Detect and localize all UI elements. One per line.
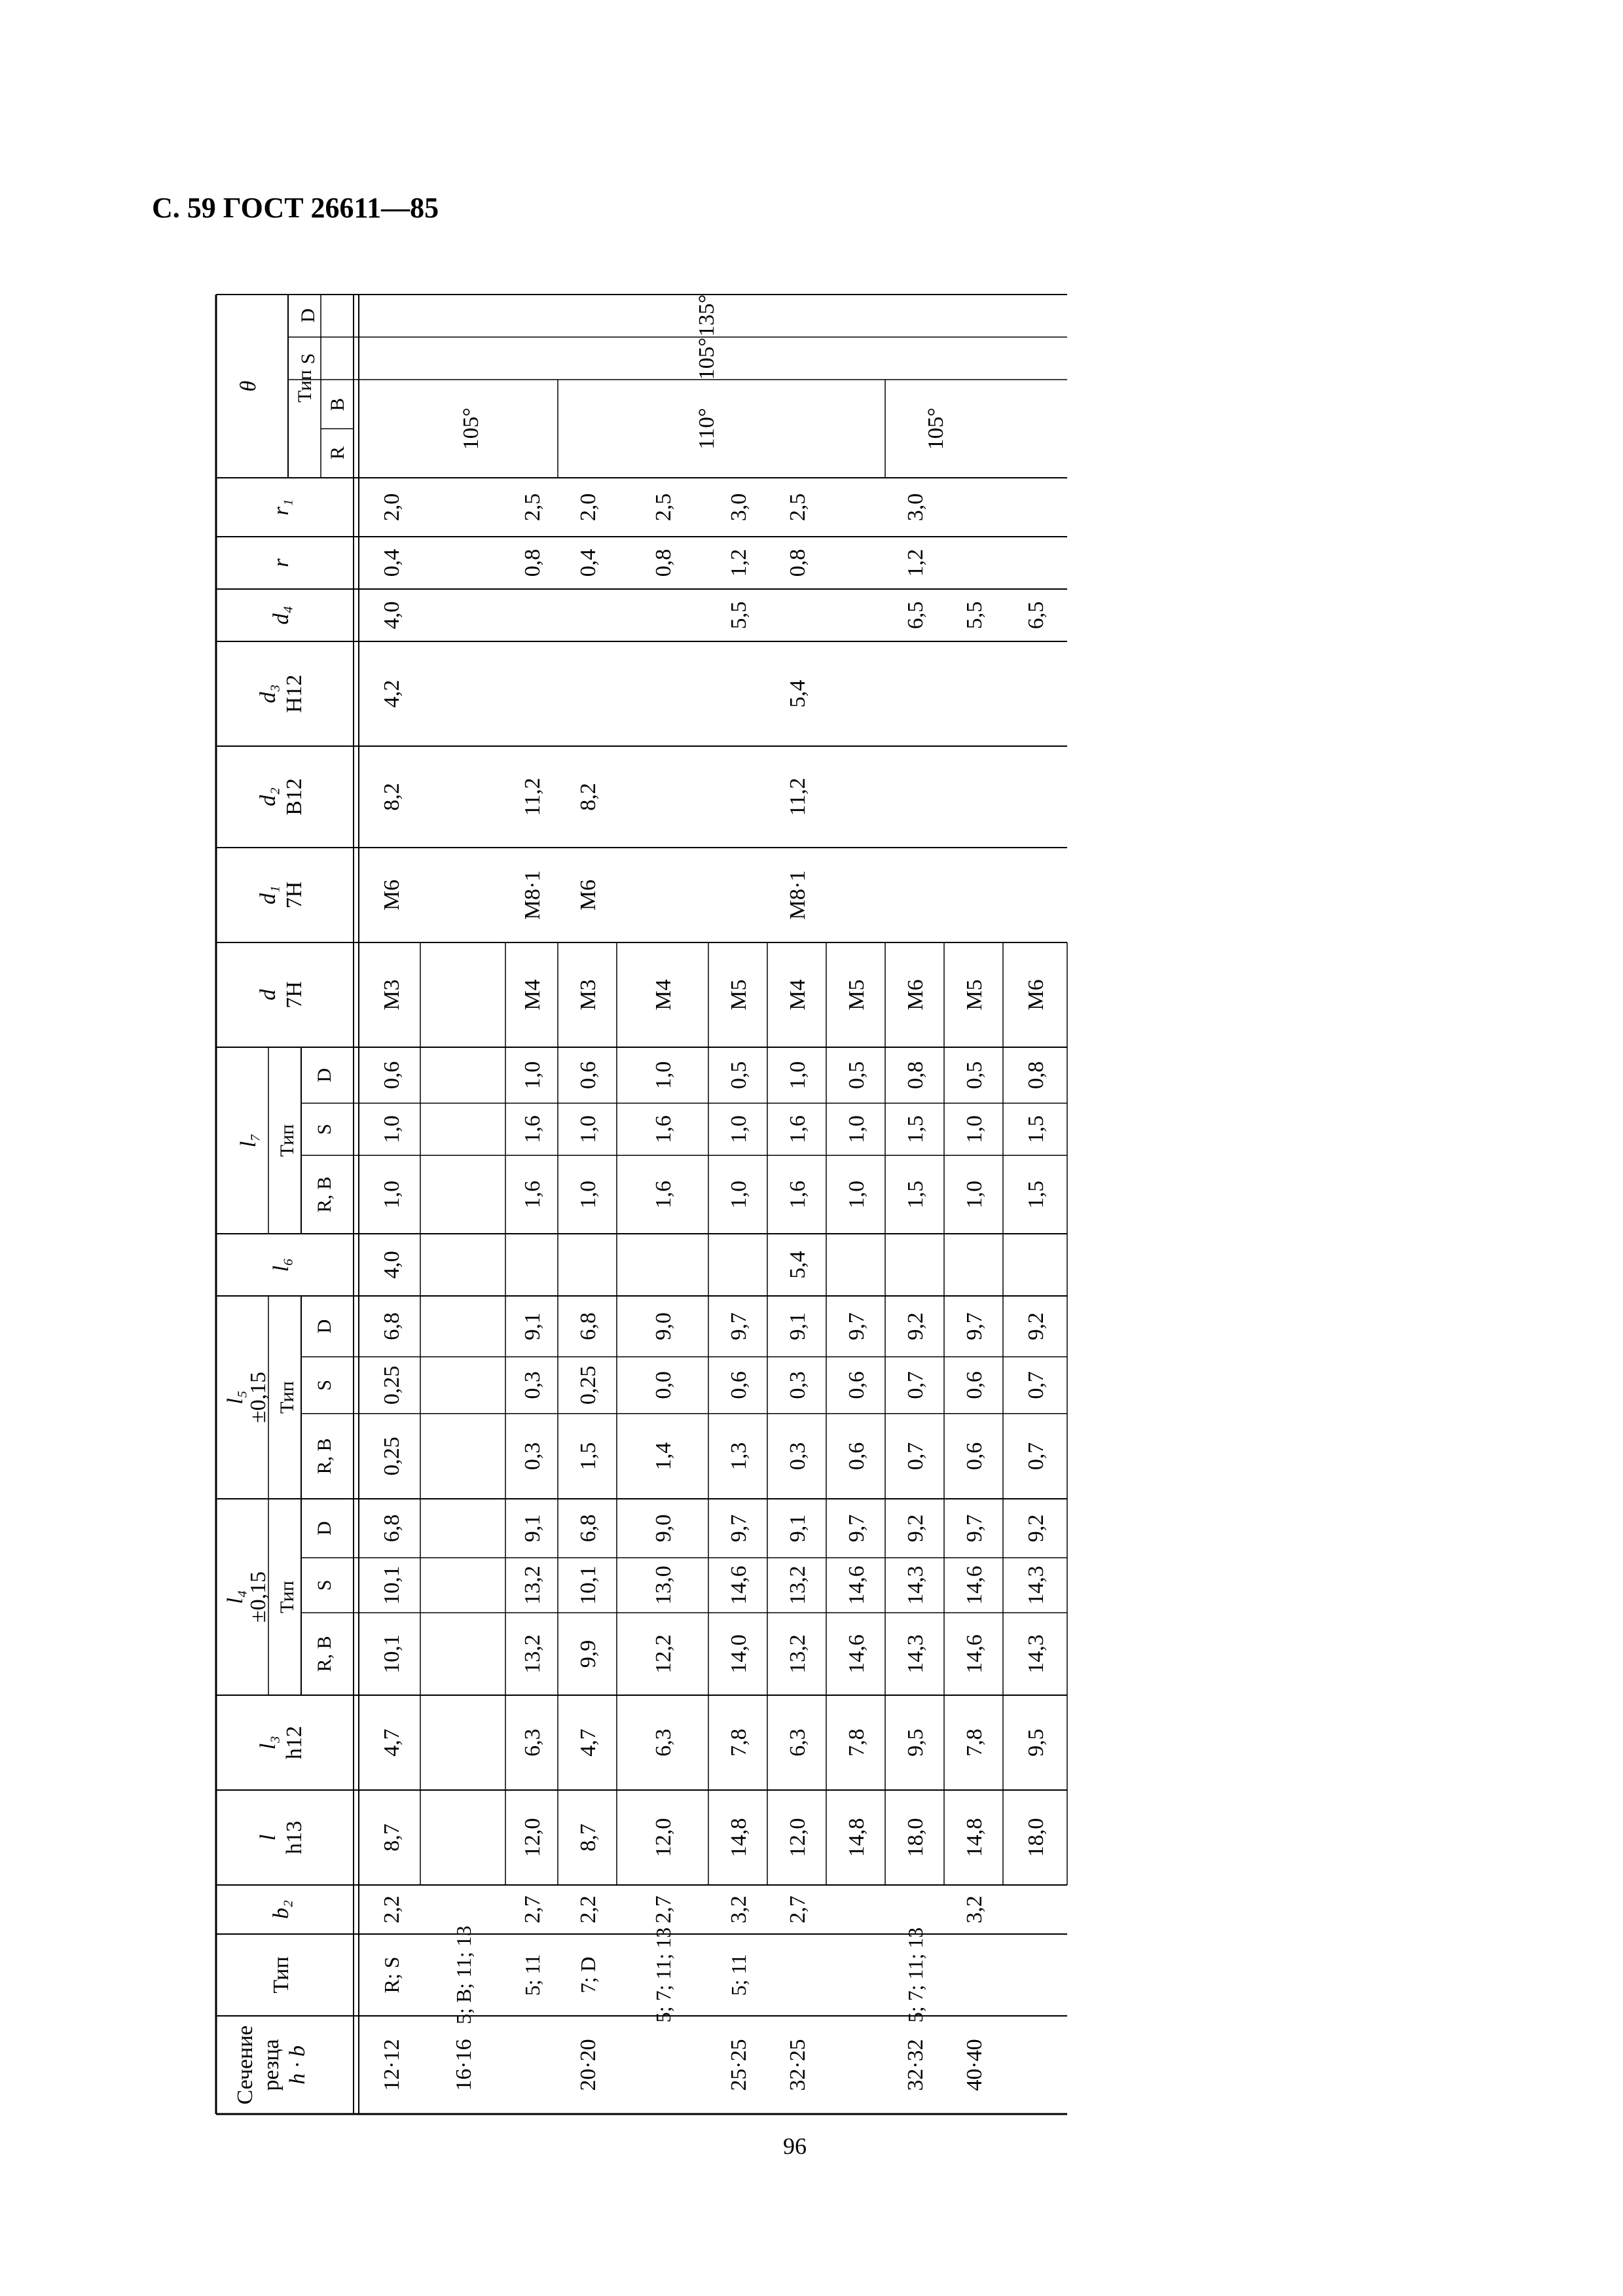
cell-l5-s: 0,6 — [962, 1371, 987, 1399]
l4-tip-label: Тип — [276, 1581, 298, 1613]
cell-l7-rb: 1,5 — [903, 1180, 928, 1209]
cell-d: M5 — [962, 979, 987, 1011]
cell-r1: 2,5 — [520, 493, 545, 522]
cell-l5-rb: 0,7 — [1024, 1442, 1048, 1471]
l5-tip-label: Тип — [276, 1381, 298, 1414]
col-header-l6: l₆ — [269, 1257, 293, 1272]
cell-l4-rb: 14,6 — [962, 1634, 987, 1674]
col-header-section: резца — [259, 2039, 283, 2091]
cell-r1: 2,5 — [786, 493, 810, 522]
cell-l7-s: 1,0 — [380, 1115, 404, 1143]
theta-sub-d: D — [297, 308, 319, 323]
cell-l7-d: 1,0 — [520, 1061, 545, 1089]
cell-l4-s: 14,3 — [1024, 1566, 1048, 1605]
cell-l4-d: 9,7 — [727, 1514, 751, 1543]
cell-b2: 2,2 — [380, 1895, 404, 1924]
cell-r: 1,2 — [727, 548, 751, 577]
cell-l7-d: 0,5 — [845, 1061, 869, 1089]
cell-l4-rb: 14,3 — [1024, 1634, 1048, 1674]
cell-d2: 8,2 — [380, 783, 404, 811]
col-header-d: 7H — [282, 981, 306, 1009]
cell-type: 5; B; 11; 13 — [452, 1926, 475, 2024]
cell-l7-s: 1,5 — [903, 1115, 928, 1143]
col-header-l: h13 — [282, 1821, 306, 1854]
cell-r: 0,4 — [380, 548, 404, 577]
cell-l: 8,7 — [576, 1823, 600, 1852]
cell-d: M3 — [380, 979, 404, 1011]
l7-sub-s: S — [314, 1124, 335, 1135]
cell-l3: 6,3 — [520, 1729, 545, 1757]
col-header-d1: d₁ — [256, 886, 280, 905]
cell-l5-d: 9,2 — [903, 1312, 928, 1340]
cell-l3: 4,7 — [380, 1729, 404, 1757]
col-header-d3: H12 — [282, 674, 306, 713]
cell-type: 5; 7; 11; 13 — [903, 1927, 927, 2023]
cell-r: 0,4 — [576, 548, 600, 577]
cell-l: 14,8 — [962, 1818, 987, 1857]
cell-l: 14,8 — [845, 1818, 869, 1857]
cell-l: 14,8 — [727, 1818, 751, 1857]
cell-b2: 2,2 — [576, 1895, 600, 1924]
cell-l6: 4,0 — [380, 1251, 404, 1279]
cell-d4: 6,5 — [903, 601, 928, 630]
l7-sub-d: D — [314, 1067, 335, 1083]
cell-d1: M6 — [380, 879, 404, 911]
theta-group3: 105° — [924, 407, 948, 450]
cell-d4: 6,5 — [1024, 601, 1048, 630]
cell-l7-s: 1,0 — [576, 1115, 600, 1143]
l7-sub-rb: R, B — [314, 1176, 335, 1213]
cell-section: 12·12 — [380, 2039, 404, 2091]
cell-l5-s: 0,3 — [786, 1371, 810, 1399]
col-header-l5: l₅ — [223, 1390, 247, 1405]
cell-section: 20·20 — [576, 2039, 600, 2091]
cell-l7-rb: 1,0 — [727, 1180, 751, 1209]
cell-d: M5 — [845, 979, 869, 1011]
col-header-l3: h12 — [282, 1726, 306, 1759]
cell-l7-s: 1,6 — [520, 1115, 545, 1143]
col-header-d3: d₃ — [256, 684, 280, 704]
cell-l7-d: 0,8 — [903, 1061, 928, 1089]
cell-l: 12,0 — [786, 1818, 810, 1857]
cell-l5-s: 0,7 — [1024, 1371, 1048, 1399]
col-header-l7: l₇ — [236, 1133, 261, 1148]
cell-l7-s: 1,0 — [727, 1115, 751, 1143]
cell-l5-rb: 0,3 — [520, 1442, 545, 1471]
cell-b2: 2,7 — [651, 1895, 676, 1924]
cell-type: R; S — [380, 1956, 403, 1994]
cell-l5-rb: 1,3 — [727, 1442, 751, 1471]
cell-l7-d: 0,6 — [380, 1061, 404, 1089]
col-header-theta-tip: Тип — [294, 370, 316, 403]
cell-l4-s: 14,6 — [845, 1566, 869, 1605]
theta-sub-r: R — [327, 446, 348, 460]
col-header-section: Сечение — [233, 2025, 257, 2105]
cell-l5-s: 0,7 — [903, 1371, 928, 1399]
cell-l4-s: 14,6 — [727, 1566, 751, 1605]
cell-d1: M6 — [576, 879, 600, 911]
cell-l5-rb: 1,4 — [651, 1442, 676, 1471]
cell-l7-s: 1,0 — [845, 1115, 869, 1143]
col-header-b2: b₂ — [269, 1900, 293, 1919]
col-header-r1: r₁ — [269, 499, 293, 516]
cell-l3: 9,5 — [1024, 1729, 1048, 1757]
cell-l7-d: 0,8 — [1024, 1061, 1048, 1089]
col-header-r: r — [269, 558, 293, 567]
cell-l4-rb: 9,9 — [576, 1640, 600, 1668]
cell-d: M6 — [1024, 979, 1048, 1011]
cell-type: 5; 11 — [727, 1954, 750, 1996]
cell-d2: 11,2 — [520, 778, 545, 816]
cell-l7-rb: 1,0 — [845, 1180, 869, 1209]
cell-type: 5; 7; 11; 13 — [651, 1927, 675, 2023]
cell-l5-rb: 0,3 — [786, 1442, 810, 1471]
cell-l5-s: 0,6 — [727, 1371, 751, 1399]
cell-l4-s: 10,1 — [380, 1566, 404, 1605]
cell-d: M3 — [576, 979, 600, 1011]
theta-group1: 105° — [459, 407, 483, 450]
cell-l5-s: 0,0 — [651, 1371, 676, 1399]
cell-l5-rb: 0,6 — [962, 1442, 987, 1471]
cell-l7-d: 0,5 — [962, 1061, 987, 1089]
l5-sub-s: S — [314, 1380, 335, 1391]
cell-l4-s: 13,0 — [651, 1566, 676, 1605]
cell-r: 0,8 — [651, 548, 676, 577]
cell-type: 7; D — [576, 1956, 600, 1994]
cell-l5-d: 9,1 — [786, 1312, 810, 1340]
cell-l5-s: 0,25 — [576, 1365, 600, 1405]
cell-l5-rb: 0,6 — [845, 1442, 869, 1471]
cell-section: 25·25 — [727, 2039, 751, 2091]
cell-b2: 2,7 — [786, 1895, 810, 1924]
cell-l5-s: 0,3 — [520, 1371, 545, 1399]
cell-l4-d: 9,2 — [903, 1514, 928, 1543]
cell-l5-rb: 0,25 — [380, 1437, 404, 1476]
cell-d: M4 — [520, 979, 545, 1011]
cell-l7-d: 1,0 — [786, 1061, 810, 1089]
col-header-d: d — [256, 989, 280, 1001]
cell-l3: 6,3 — [786, 1729, 810, 1757]
l5-sub-rb: R, B — [314, 1438, 335, 1475]
cell-l: 12,0 — [651, 1818, 676, 1857]
col-header-type: Тип — [269, 1956, 293, 1994]
col-header-l: l — [256, 1834, 280, 1841]
cell-r: 0,8 — [786, 548, 810, 577]
cell-r1: 2,0 — [576, 493, 600, 522]
cell-l7-rb: 1,0 — [380, 1180, 404, 1209]
cell-d2: 11,2 — [786, 778, 810, 816]
cell-l7-rb: 1,0 — [962, 1180, 987, 1209]
cell-b2: 3,2 — [727, 1895, 751, 1924]
cell-d3: 5,4 — [786, 679, 810, 708]
cell-d3: 4,2 — [380, 679, 404, 708]
cell-r1: 2,5 — [651, 493, 676, 522]
cell-l5-rb: 1,5 — [576, 1442, 600, 1471]
cell-l: 12,0 — [520, 1818, 545, 1857]
col-header-l4: l₄ — [223, 1590, 247, 1604]
l4-sub-rb: R, B — [314, 1636, 335, 1672]
cell-l7-rb: 1,5 — [1024, 1180, 1048, 1209]
cell-type: 5; 11 — [520, 1954, 544, 1996]
cell-l5-s: 0,6 — [845, 1371, 869, 1399]
cell-b2: 3,2 — [962, 1895, 987, 1924]
cell-l5-d: 9,7 — [727, 1312, 751, 1340]
cell-l4-d: 6,8 — [576, 1514, 600, 1543]
col-header-d2: d₂ — [256, 787, 280, 806]
theta-s: 105° — [695, 337, 719, 380]
cell-l7-rb: 1,6 — [786, 1180, 810, 1209]
theta-sub-s: S — [297, 353, 319, 365]
cell-l4-rb: 14,0 — [727, 1634, 751, 1674]
cell-l4-rb: 10,1 — [380, 1634, 404, 1674]
cell-l3: 7,8 — [962, 1729, 987, 1757]
cell-l4-s: 13,2 — [786, 1566, 810, 1605]
cell-d4: 5,5 — [962, 601, 987, 630]
cell-l4-s: 14,3 — [903, 1566, 928, 1605]
cell-l4-d: 6,8 — [380, 1514, 404, 1543]
page-number: 96 — [783, 2133, 807, 2159]
cell-l5-d: 9,0 — [651, 1312, 676, 1340]
cell-l4-s: 13,2 — [520, 1566, 545, 1605]
col-header-section: h · b — [285, 2045, 310, 2085]
cell-l4-rb: 13,2 — [520, 1634, 545, 1674]
cell-l4-rb: 13,2 — [786, 1634, 810, 1674]
cell-l7-d: 0,5 — [727, 1061, 751, 1089]
cell-l5-rb: 0,7 — [903, 1442, 928, 1471]
cell-l6: 5,4 — [786, 1251, 810, 1279]
theta-d: 135° — [695, 294, 719, 337]
cell-l: 18,0 — [903, 1818, 928, 1857]
col-header-d4: d₄ — [269, 605, 293, 625]
cell-r: 1,2 — [903, 548, 928, 577]
cell-l5-d: 6,8 — [576, 1312, 600, 1340]
cell-b2: 2,7 — [520, 1895, 545, 1924]
cell-l4-d: 9,7 — [845, 1514, 869, 1543]
cell-r1: 2,0 — [380, 493, 404, 522]
cell-l3: 9,5 — [903, 1729, 928, 1757]
col-header-l3: l₃ — [256, 1735, 280, 1750]
cell-l3: 6,3 — [651, 1729, 676, 1757]
cell-l4-d: 9,1 — [786, 1514, 810, 1543]
col-header-d2: B12 — [282, 778, 306, 816]
cell-l4-rb: 14,3 — [903, 1634, 928, 1674]
cell-l5-d: 9,1 — [520, 1312, 545, 1340]
l4-sub-d: D — [314, 1521, 335, 1535]
cell-section: 16·16 — [452, 2039, 476, 2091]
l5-sub-d: D — [314, 1319, 335, 1334]
cell-l5-d: 9,7 — [845, 1312, 869, 1340]
cell-d: M4 — [786, 979, 810, 1011]
cell-l7-rb: 1,6 — [651, 1180, 676, 1209]
cell-r: 0,8 — [520, 548, 545, 577]
cell-d: M6 — [903, 979, 928, 1011]
cell-l7-d: 1,0 — [651, 1061, 676, 1089]
cell-d1: M8·1 — [786, 870, 810, 920]
cell-l7-s: 1,6 — [786, 1115, 810, 1143]
col-header-theta: θ — [236, 380, 261, 392]
col-header-l5: ±0,15 — [246, 1371, 270, 1424]
cell-section: 40·40 — [962, 2039, 987, 2091]
cell-section: 32·25 — [786, 2039, 810, 2091]
l7-tip-label: Тип — [276, 1124, 298, 1157]
l4-sub-s: S — [314, 1579, 335, 1591]
cell-l: 8,7 — [380, 1823, 404, 1852]
cell-l4-s: 10,1 — [576, 1566, 600, 1605]
cell-l7-s: 1,0 — [962, 1115, 987, 1143]
col-header-l4: ±0,15 — [246, 1571, 270, 1623]
cell-l5-s: 0,25 — [380, 1365, 404, 1405]
cell-d1: M8·1 — [520, 870, 545, 920]
cell-l5-d: 9,2 — [1024, 1312, 1048, 1340]
cell-l7-s: 1,6 — [651, 1115, 676, 1143]
theta-sub-b: B — [327, 397, 348, 412]
cell-l4-s: 14,6 — [962, 1566, 987, 1605]
cell-l4-d: 9,1 — [520, 1514, 545, 1543]
cell-d4: 4,0 — [380, 601, 404, 630]
page-header: С. 59 ГОСТ 26611—85 — [152, 192, 439, 224]
cell-l3: 4,7 — [576, 1729, 600, 1757]
cell-r1: 3,0 — [727, 493, 751, 522]
cell-l3: 7,8 — [845, 1729, 869, 1757]
cell-l5-d: 9,7 — [962, 1312, 987, 1340]
cell-l4-d: 9,0 — [651, 1514, 676, 1543]
theta-group2: 110° — [695, 408, 719, 450]
col-header-d1: 7H — [282, 881, 306, 909]
cell-l: 18,0 — [1024, 1818, 1048, 1857]
cell-l7-s: 1,5 — [1024, 1115, 1048, 1143]
cell-l4-rb: 14,6 — [845, 1634, 869, 1674]
cell-l4-d: 9,7 — [962, 1514, 987, 1543]
cell-l4-d: 9,2 — [1024, 1514, 1048, 1543]
cell-l5-d: 6,8 — [380, 1312, 404, 1340]
cell-d: M4 — [651, 979, 676, 1011]
cell-d: M5 — [727, 979, 751, 1011]
cell-d4: 5,5 — [727, 601, 751, 630]
cell-l4-rb: 12,2 — [651, 1634, 676, 1674]
cell-l7-rb: 1,0 — [576, 1180, 600, 1209]
cell-l7-rb: 1,6 — [520, 1180, 545, 1209]
cell-d2: 8,2 — [576, 783, 600, 811]
cell-l7-d: 0,6 — [576, 1061, 600, 1089]
cell-r1: 3,0 — [903, 493, 928, 522]
cell-section: 32·32 — [903, 2039, 928, 2091]
cell-l3: 7,8 — [727, 1729, 751, 1757]
